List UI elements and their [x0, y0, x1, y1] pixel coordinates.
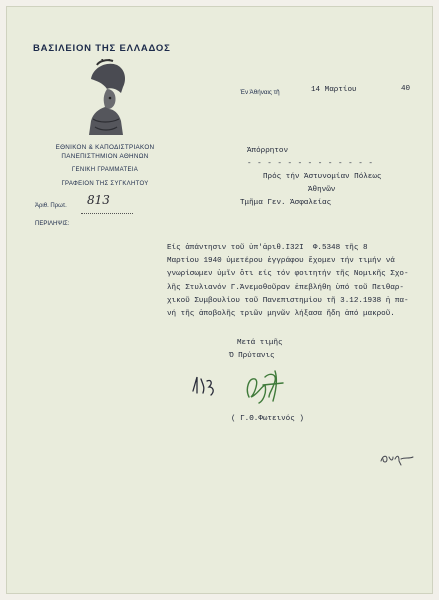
letter-sheet — [6, 6, 433, 594]
rector-signature — [239, 367, 293, 407]
kingdom-heading: ΒΑΣΙΛΕΙΟΝ ΤΗΣ ΕΛΛΑΔΟΣ — [33, 43, 171, 54]
body-line: γνωρίσωμεν ὑμῖν ὅτι είς τόν φοιτητήν τῆς Νομικῆς Σχο- — [167, 270, 409, 279]
enclosures-label: ΠΕΡΙΛΗΨΙΣ: — [35, 221, 70, 227]
letter-year: 40 — [401, 85, 411, 93]
athena-crest-logo — [77, 59, 133, 139]
university-name-line2: ΠΑΝΕΠΙΣΤΗΜΙΟΝ ΑΘΗΝΩΝ — [61, 153, 149, 160]
body-line: νή τῆς ἀποβολῆς τριῶν μηνῶν λήξασα ἤδη ἀπό μακροῦ. — [167, 310, 395, 319]
letter-body — [167, 242, 409, 321]
general-secretariat: ΓΕΝΙΚΗ ΓΡΑΜΜΑΤΕΙΑ — [71, 167, 139, 173]
body-line: χικοῦ Συμβουλίου τοῦ Πανεπιστημίου τῆ 3.12.1938 ἡ πα- — [167, 296, 409, 305]
senate-office: ΓΡΑΦΕΙΟΝ ΤΗΣ ΣΥΓΚΛΗΤΟΥ — [61, 181, 149, 187]
protocol-label: Άριθ. Πρωτ. — [35, 203, 67, 209]
body-line: λῆς Στυλιανόν Γ.Άνεμοθοῦραν ἐπεβλήθη ὑπό τοῦ Πειθαρ- — [167, 283, 404, 292]
place-label: Έν Άθήναις τῆ — [240, 89, 280, 96]
protocol-underline — [81, 213, 133, 214]
body-line: Είς ἀπάντησιν τοῦ ὑπ'ἀριθ.Ι32Ι Φ.5348 τῆς 8 — [167, 244, 368, 252]
initials-signature — [189, 371, 225, 399]
recipient-line1: Πρός τήν Άστυνομίαν Πόλεως — [263, 173, 382, 181]
closing-regards: Μετά τιμῆς — [237, 339, 283, 347]
classification-mark: Άπόρρητον — [247, 147, 289, 155]
protocol-number: 813 — [87, 193, 110, 207]
classification-separator: - - - - - - - - - - - - - — [247, 160, 374, 168]
handwritten-margin-note — [379, 447, 415, 467]
recipient-line2: Άθηνῶν — [308, 186, 336, 194]
university-name-line1: ΕΘΝΙΚΟΝ & ΚΑΠΟΔΙΣΤΡΙΑΚΟΝ — [55, 144, 155, 151]
body-line: Μαρτίου 1940 ὑμετέρου ἐγγράφου ἔχομεν τήν τιμήν νά — [167, 257, 395, 266]
signer-name: ( Γ.Θ.Φωτεινός ) — [231, 415, 304, 423]
recipient-line3: Τμῆμα Γεν. Άσφαλείας — [240, 199, 332, 207]
letter-date: 14 Μαρτίου — [311, 86, 357, 94]
signer-title: Ό Πρύτανις — [229, 352, 275, 360]
